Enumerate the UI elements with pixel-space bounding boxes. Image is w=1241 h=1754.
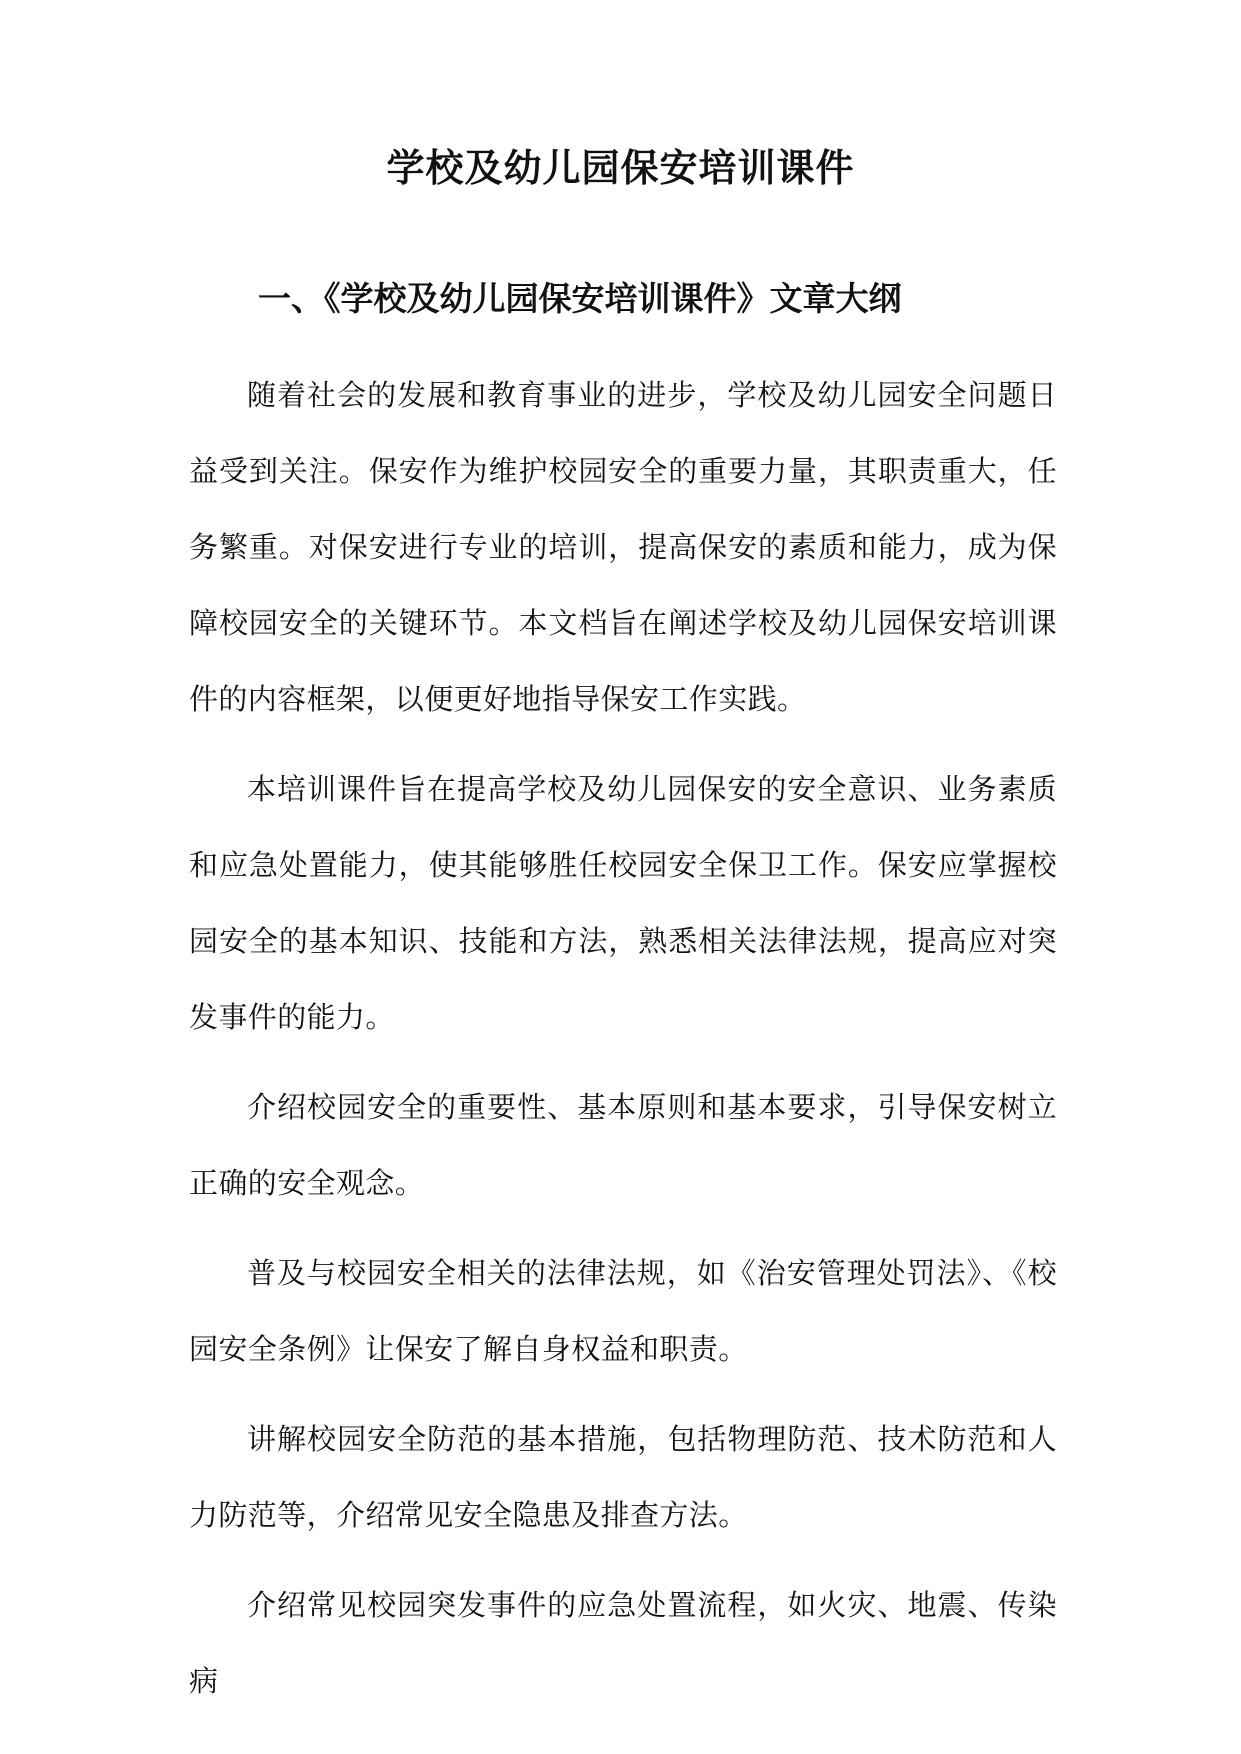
section-heading: 一、《学校及幼儿园保安培训课件》文章大纲 xyxy=(258,279,902,318)
document-body xyxy=(189,357,1057,1733)
paragraph: 介绍校园安全的重要性、基本原则和基本要求，引导保安树立正确的安全观念。 xyxy=(189,1090,1057,1200)
paragraph: 普及与校园安全相关的法律法规，如《治安管理处罚法》、《校园安全条例》让保安了解自身权益和职责。 xyxy=(189,1256,1057,1366)
paragraph: 讲解校园安全防范的基本措施，包括物理防范、技术防范和人力防范等，介绍常见安全隐患及排查方法。 xyxy=(189,1422,1057,1532)
paragraph: 介绍常见校园突发事件的应急处置流程，如火灾、地震、传染病 xyxy=(189,1588,1057,1698)
paragraph: 随着社会的发展和教育事业的进步，学校及幼儿园安全问题日益受到关注。保安作为维护校园安全的重要力量，其职责重大，任务繁重。对保安进行专业的培训，提高保安的素质和能力，成为保障校园安全的关键环节。本文档旨在阐述学校及幼儿园保安培训课件的内容框架，以便更好地指导保安工作实践。 xyxy=(189,378,1057,716)
document-title: 学校及幼儿园保安培训课件 xyxy=(386,145,855,190)
paragraph: 本培训课件旨在提高学校及幼儿园保安的安全意识、业务素质和应急处置能力，使其能够胜任校园安全保卫工作。保安应掌握校园安全的基本知识、技能和方法，熟悉相关法律法规，提高应对突发事件的能力。 xyxy=(189,772,1057,1034)
